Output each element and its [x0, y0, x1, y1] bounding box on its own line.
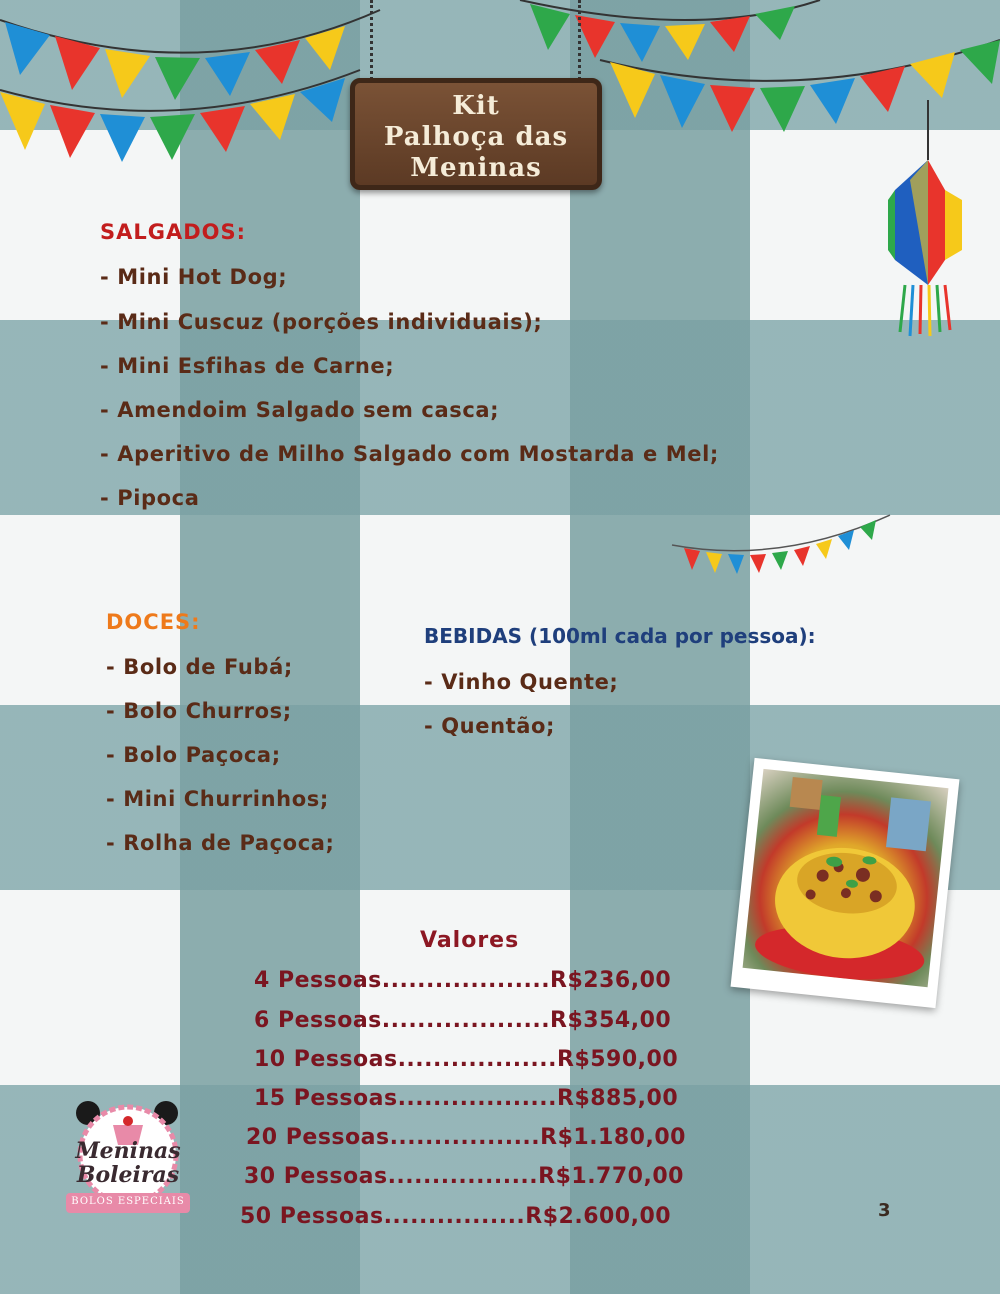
salgados-item: - Mini Cuscuz (porções individuais); [100, 310, 543, 334]
page-number: 3 [878, 1200, 891, 1221]
doces-item: - Bolo Churros; [106, 699, 292, 723]
logo-ribbon: BOLOS ESPECIAIS [71, 1196, 185, 1207]
sign-chain-left [370, 0, 379, 85]
title-sign [350, 78, 602, 190]
bebidas-heading [424, 624, 816, 648]
salgados-heading: SALGADOS: [100, 220, 247, 244]
doces-heading: DOCES: [106, 610, 201, 634]
price-row: 4 Pessoas...................R$236,00 [254, 968, 672, 993]
salgados-item: - Amendoim Salgado sem casca; [100, 398, 500, 422]
sign-chain-right [578, 0, 587, 85]
logo-line-1: Meninas [75, 1138, 181, 1164]
bebidas-item: - Vinho Quente; [424, 670, 619, 694]
small-bunting-icon [670, 510, 895, 580]
salgados-item: - Aperitivo de Milho Salgado com Mostarda e Mel; [100, 442, 719, 466]
price-row: 10 Pessoas..................R$590,00 [254, 1047, 679, 1072]
doces-item: - Rolha de Paçoca; [106, 831, 335, 855]
salgados-item: - Pipoca [100, 486, 200, 510]
valores-heading: Valores [420, 928, 520, 953]
price-row: 15 Pessoas..................R$885,00 [254, 1086, 679, 1111]
price-row: 50 Pessoas................R$2.600,00 [240, 1204, 672, 1229]
meninas-boleiras-logo [58, 1095, 198, 1225]
title-line-2: Palhoça das [383, 122, 569, 152]
salgados-item: - Mini Esfihas de Carne; [100, 354, 395, 378]
doces-item: - Bolo de Fubá; [106, 655, 293, 679]
title-line-1: Kit [452, 91, 500, 121]
doces-item: - Bolo Paçoca; [106, 743, 281, 767]
paper-lantern-icon [880, 100, 970, 340]
price-row: 20 Pessoas.................R$1.180,00 [246, 1125, 686, 1150]
cake-photo-image [743, 769, 949, 987]
bebidas-item: - Quentão; [424, 714, 556, 738]
bebidas-heading-title: BEBIDAS [424, 624, 523, 648]
title-line-3: Meninas [410, 153, 542, 183]
price-row: 30 Pessoas.................R$1.770,00 [244, 1164, 684, 1189]
doces-item: - Mini Churrinhos; [106, 787, 329, 811]
price-row: 6 Pessoas...................R$354,00 [254, 1008, 672, 1033]
salgados-item: - Mini Hot Dog; [100, 265, 288, 289]
logo-line-2: Boleiras [76, 1162, 180, 1188]
cake-photo [731, 758, 960, 1008]
bebidas-heading-note: (100ml cada por pessoa): [529, 624, 816, 648]
